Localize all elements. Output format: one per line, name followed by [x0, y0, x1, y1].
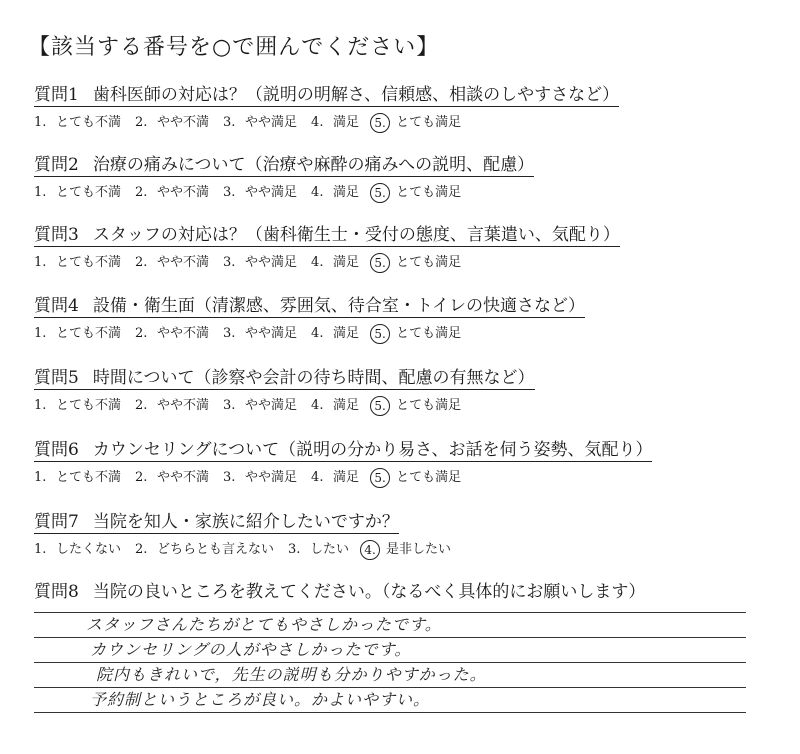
question-number: 質問8: [34, 582, 79, 602]
question-heading: [34, 225, 620, 247]
answer-options: [34, 540, 774, 560]
answer-options: [34, 183, 774, 203]
option-label: 満足: [333, 470, 360, 485]
option-number: 3.: [223, 255, 236, 270]
option-number: 2.: [135, 255, 148, 270]
option[interactable]: [223, 326, 297, 342]
question-1: [34, 85, 774, 133]
answer-options: [34, 113, 774, 133]
option-selected[interactable]: [373, 396, 461, 416]
option-number: 4.: [311, 326, 324, 341]
option[interactable]: [311, 115, 359, 131]
option-label: やや不満: [157, 398, 210, 413]
option-selected[interactable]: [373, 468, 461, 488]
answer-line: [34, 638, 746, 663]
option-label: 是非したい: [386, 542, 452, 557]
option[interactable]: [135, 326, 209, 342]
option-label: やや満足: [245, 470, 298, 485]
circled-option-number: 5.: [370, 324, 390, 344]
option-number: 2.: [135, 185, 148, 200]
option-label: したくない: [56, 542, 122, 557]
question-number: 質問4: [34, 296, 79, 316]
option[interactable]: [34, 326, 121, 342]
option-number: 2.: [135, 470, 148, 485]
handwritten-answer: 院内もきれいで，先生の説明も分かりやすかった。: [96, 665, 487, 684]
option[interactable]: [34, 398, 121, 414]
option-selected[interactable]: [373, 324, 461, 344]
option-number: 1.: [34, 115, 47, 130]
option-number: 2.: [135, 326, 148, 341]
option-number: 3.: [223, 470, 236, 485]
option-label: とても不満: [56, 185, 122, 200]
option-label: とても満足: [396, 115, 462, 130]
option-label: とても不満: [56, 398, 122, 413]
option[interactable]: [223, 470, 297, 486]
option-number: 4.: [311, 255, 324, 270]
option[interactable]: [288, 542, 349, 558]
circled-option-number: 5.: [370, 183, 390, 203]
question-text: 当院を知人・家族に紹介したいですか？: [92, 512, 399, 532]
option-number: 4.: [311, 115, 324, 130]
circled-option-number: 5.: [370, 396, 390, 416]
handwritten-answer: 予約制というところが良い。かよいやすい。: [90, 690, 431, 709]
option-number: 3.: [223, 398, 236, 413]
option[interactable]: [223, 255, 297, 271]
option[interactable]: [135, 115, 209, 131]
option-number: 2.: [135, 398, 148, 413]
option-label: とても満足: [396, 398, 462, 413]
option-label: やや満足: [245, 185, 298, 200]
question-5: [34, 368, 774, 416]
answer-line: [34, 688, 746, 713]
option[interactable]: [311, 185, 359, 201]
option[interactable]: [311, 398, 359, 414]
question-text: 当院の良いところを教えてください。（なるべく具体的にお願いします）: [92, 582, 646, 602]
option-label: やや満足: [245, 115, 298, 130]
option[interactable]: [311, 470, 359, 486]
question-heading: [34, 512, 399, 534]
option-number: 1.: [34, 542, 47, 557]
question-heading: [34, 582, 645, 603]
option-label: 満足: [333, 255, 360, 270]
option-number: 1.: [34, 470, 47, 485]
question-heading: [34, 155, 534, 177]
option-label: やや不満: [157, 115, 210, 130]
option-number: 4.: [311, 398, 324, 413]
option-number: 3.: [223, 115, 236, 130]
handwritten-answer: スタッフさんたちがとてもやさしかったです。: [86, 615, 442, 634]
option-label: やや満足: [245, 398, 298, 413]
option-number: 4.: [311, 185, 324, 200]
question-heading: [34, 440, 652, 462]
option-label: とても満足: [396, 470, 462, 485]
question-text: 歯科医師の対応は？（説明の明解さ、信頼感、相談のしやすさなど）: [92, 85, 620, 105]
question-number: 質問6: [34, 440, 79, 460]
question-3: [34, 225, 774, 273]
option-label: どちらとも言えない: [157, 542, 275, 557]
form-title: 【該当する番号を○で囲んでください】: [28, 35, 440, 60]
option-label: やや不満: [157, 326, 210, 341]
question-7: [34, 512, 774, 560]
option-label: とても不満: [56, 470, 122, 485]
option-selected[interactable]: [373, 183, 461, 203]
option[interactable]: [34, 470, 121, 486]
answer-line: [34, 612, 746, 638]
option-label: 満足: [333, 398, 360, 413]
option-label: とても満足: [396, 255, 462, 270]
answer-options: [34, 253, 774, 273]
question-heading: [34, 296, 585, 318]
question-heading: [34, 85, 619, 107]
option-number: 3.: [223, 326, 236, 341]
question-6: [34, 440, 774, 488]
option[interactable]: [223, 398, 297, 414]
option-label: やや満足: [245, 326, 298, 341]
question-number: 質問5: [34, 368, 79, 388]
question-heading: [34, 368, 535, 390]
option[interactable]: [34, 542, 121, 558]
option-label: やや不満: [157, 470, 210, 485]
option-label: 満足: [333, 185, 360, 200]
option-number: 3.: [223, 185, 236, 200]
option-label: やや不満: [157, 185, 210, 200]
option-label: したい: [310, 542, 350, 557]
option[interactable]: [135, 542, 274, 558]
question-4: [34, 296, 774, 344]
option[interactable]: [311, 255, 359, 271]
option[interactable]: [135, 470, 209, 486]
option[interactable]: [34, 115, 121, 131]
question-text: 時間について（診察や会計の待ち時間、配慮の有無など）: [92, 368, 535, 388]
question-number: 質問1: [34, 85, 79, 105]
option-label: とても不満: [56, 255, 122, 270]
option-label: とても満足: [396, 326, 462, 341]
option-label: とても不満: [56, 115, 122, 130]
question-number: 質問3: [34, 225, 79, 245]
option-number: 1.: [34, 398, 47, 413]
option[interactable]: [34, 185, 121, 201]
handwritten-answer: カウンセリングの人がやさしかったです。: [90, 640, 412, 659]
option-number: 3.: [288, 542, 301, 557]
option-selected[interactable]: [363, 540, 451, 560]
option[interactable]: [223, 115, 297, 131]
question-2: [34, 155, 774, 203]
option-selected[interactable]: [373, 113, 461, 133]
question-text: 治療の痛みについて（治療や麻酔の痛みへの説明、配慮）: [92, 155, 535, 175]
option-label: とても不満: [56, 326, 122, 341]
circled-option-number: 5.: [370, 253, 390, 273]
question-text: スタッフの対応は？（歯科衛生士・受付の態度、言葉遣い、気配り）: [92, 225, 620, 245]
option-selected[interactable]: [373, 253, 461, 273]
question-text: 設備・衛生面（清潔感、雰囲気、待合室・トイレの快適さなど）: [92, 296, 585, 316]
circled-option-number: 5.: [370, 113, 390, 133]
circled-option-number: 4.: [360, 540, 380, 560]
answer-options: [34, 468, 774, 488]
option-label: 満足: [333, 115, 360, 130]
answer-options: [34, 324, 774, 344]
option[interactable]: [135, 185, 209, 201]
option-number: 1.: [34, 185, 47, 200]
option[interactable]: [311, 326, 359, 342]
question-number: 質問2: [34, 155, 79, 175]
question-8: [34, 582, 645, 603]
option[interactable]: [34, 255, 121, 271]
option-label: 満足: [333, 326, 360, 341]
option[interactable]: [135, 398, 209, 414]
question-number: 質問7: [34, 512, 79, 532]
option-number: 1.: [34, 255, 47, 270]
answer-lines: [34, 612, 746, 713]
option-label: やや満足: [245, 255, 298, 270]
question-text: カウンセリングについて（説明の分かり易さ、お話を伺う姿勢、気配り）: [92, 440, 653, 460]
circled-option-number: 5.: [370, 468, 390, 488]
option-number: 1.: [34, 326, 47, 341]
option[interactable]: [223, 185, 297, 201]
option-number: 4.: [311, 470, 324, 485]
answer-options: [34, 396, 774, 416]
answer-line: [34, 663, 746, 688]
option-label: とても満足: [396, 185, 462, 200]
option-number: 2.: [135, 115, 148, 130]
option-label: やや不満: [157, 255, 210, 270]
option[interactable]: [135, 255, 209, 271]
option-number: 2.: [135, 542, 148, 557]
